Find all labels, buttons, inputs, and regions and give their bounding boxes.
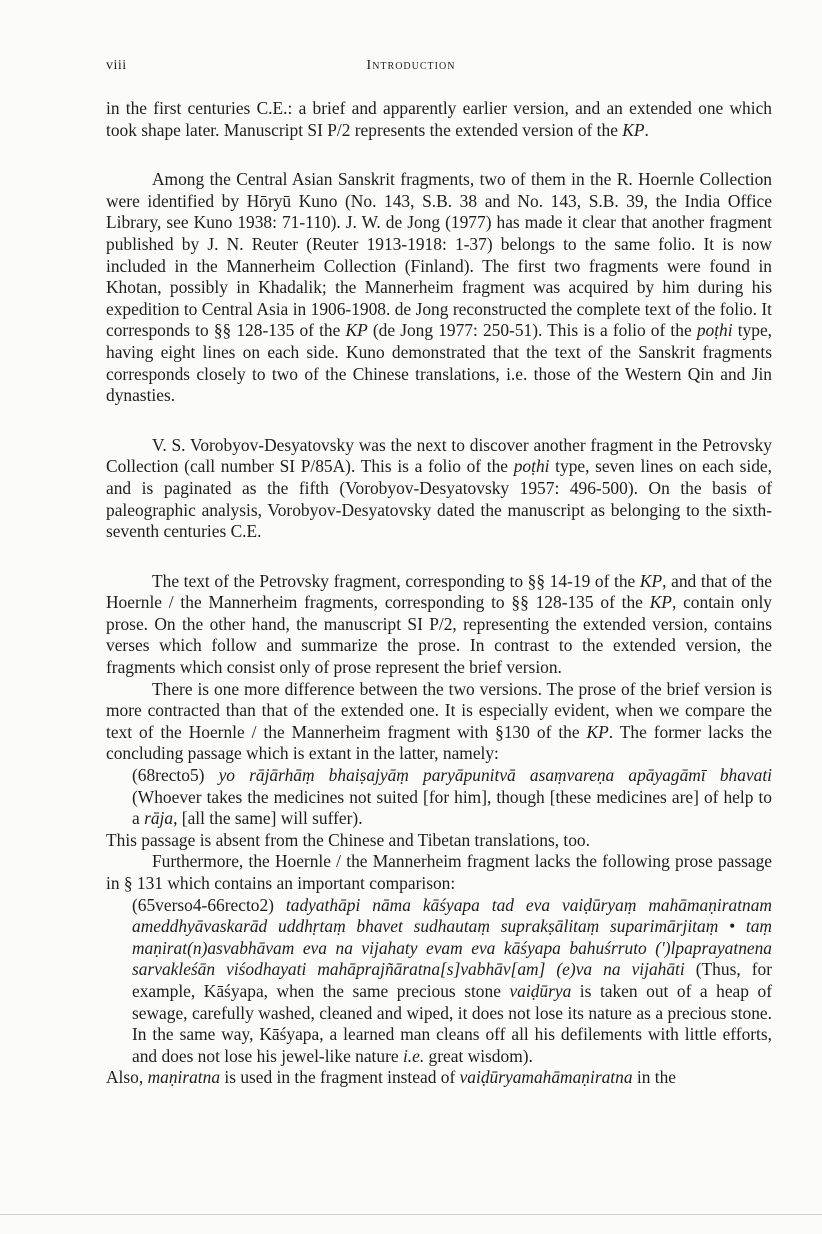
paragraph: Among the Central Asian Sanskrit fragments, two of them in the R. Hoernle Collection were identified by Hōryū Kuno (No. 143, S.B. 38 and No. 143, S.B. 39, the India Office Library, see Kuno 1938: 71-110). J. W. de Jong (1977) has made it clear that another fragment published by J. N. Reuter (Reuter 1913-1918: 1-37) belongs to the same folio. It is now included in the Mannerheim Collection (Finland). The first two fragments were found in Khotan, possibly in Khadalik; the Mannerheim fragment was acquired by him during his expedition to Central Asia in 1906-1908. de Jong reconstructed the complete text of the folio. It corresponds to §§ 128-135 of the KP (de Jong 1977: 250-51). This is a folio of the poṭhi type, having eight lines on each side. Kuno demonstrated that the text of the Sanskrit fragments corresponds closely to two of the Chinese translations, i.e. those of the Western Qin and Jin dynasties.: [106, 169, 773, 406]
paragraph: Also, maṇiratna is used in the fragment instead of vaiḍūryamahāmaṇiratna in the: [106, 1067, 676, 1088]
paragraph: Furthermore, the Hoernle / the Mannerheim fragment lacks the following prose passage in § 131 which contains an important comparison:: [106, 851, 772, 893]
page-edge-rule: [0, 1214, 822, 1215]
running-head: Introduction: [366, 58, 456, 73]
block-quote: (65verso4-66recto2) tadyathāpi nāma kāśyapa tad eva vaiḍūryaṃ mahāmaṇiratnam ameddhyāvaskarād uddhṛtaṃ bhavet sudhautaṃ suprakṣālitaṃ suparimārjitaṃ • taṃ maṇirat(n)asvabhāvam eva na vijahaty evam eva kāśyapa bahuśrruto (')lpaprayatnena sarvakleśān viśodhayati mahāprajñāratna[s]vabhāv[am] (e)va na vijahāti (Thus, for example, Kāśyapa, when the same precious stone vaiḍūrya is taken out of a heap of sewage, carefully washed, cleaned and wiped, it does not lose its nature as a precious stone. In the same way, Kāśyapa, a learned man cleans off all his defilements with little efforts, and does not lose his jewel-like nature i.e. great wisdom).: [132, 894, 772, 1066]
paragraph: This passage is absent from the Chinese and Tibetan translations, too.: [106, 829, 590, 850]
paragraph: V. S. Vorobyov-Desyatovsky was the next to discover another fragment in the Petrovsky Collection (call number SI P/85A). This is a folio of the poṭhi type, seven lines on each side, and is paginated as the fifth (Vorobyov-Desyatovsky 1957: 496-500). On the basis of paleographic analysis, Vorobyov-Desyatovsky dated the manuscript as belonging to the sixth-seventh centuries C.E.: [106, 434, 773, 542]
paragraph: in the first centuries C.E.: a brief and apparently earlier version, and an extended one which took shape later. Manuscript SI P/2 represents the extended version of the KP.: [106, 98, 772, 140]
page-number: viii: [106, 58, 127, 73]
paragraph: The text of the Petrovsky fragment, corresponding to §§ 14-19 of the KP, and that of the Hoernle / the Mannerheim fragments, corresponding to §§ 128-135 of the KP, contain only prose. On the other hand, the manuscript SI P/2, representing the extended version, contains verses which follow and summarize the prose. In contrast to the extended version, the fragments which consist only of prose represent the brief version.: [106, 570, 772, 678]
page-body: [106, 98, 772, 1089]
block-quote: (68recto5) yo rājārhāṃ bhaiṣajyāṃ paryāpunitvā asaṃvareṇa apāyagāmī bhavati (Whoever takes the medicines not suited [for him], though [these medicines are] of help to a rāja, [all the same] will suffer).: [132, 765, 772, 829]
paragraph: There is one more difference between the two versions. The prose of the brief version is more contracted than that of the extended one. It is especially evident, when we compare the text of the Hoernle / the Mannerheim fragment with §130 of the KP. The former lacks the concluding passage which is extant in the latter, namely:: [106, 678, 772, 764]
